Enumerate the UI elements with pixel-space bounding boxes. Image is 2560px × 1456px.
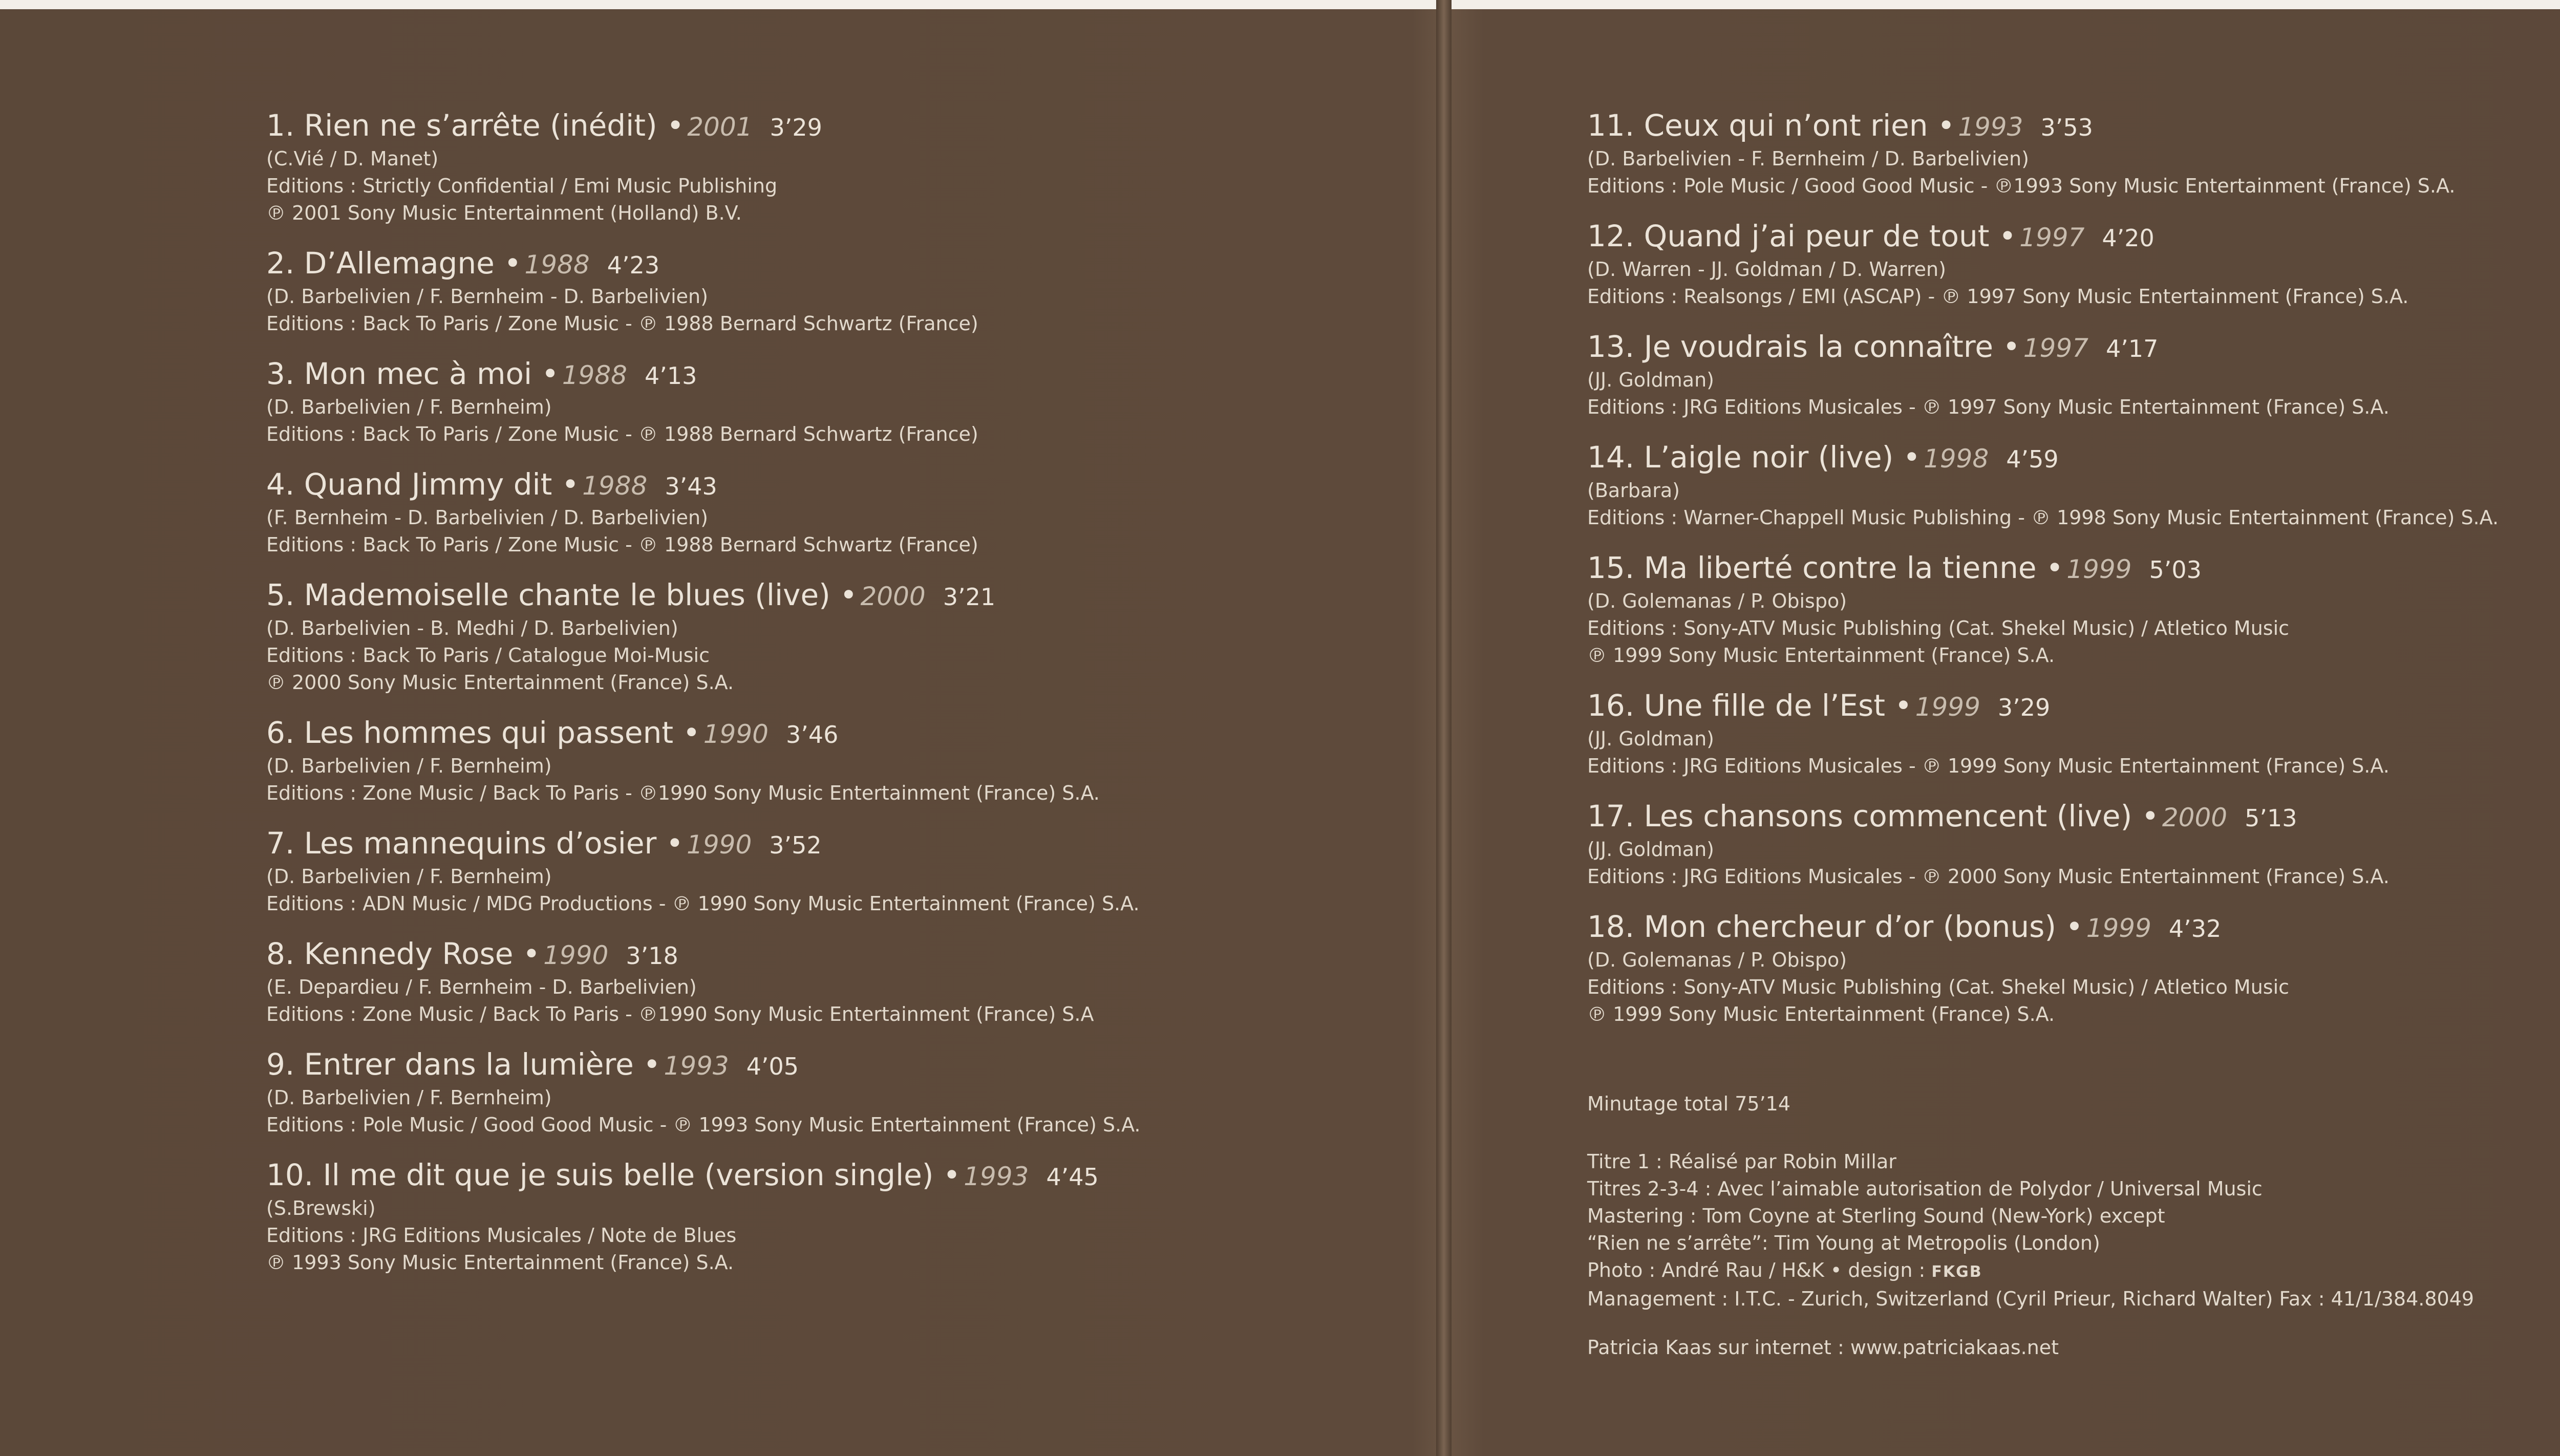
track-credit-line: (D. Barbelivien / F. Bernheim) — [266, 755, 552, 777]
bullet-separator: • — [633, 1047, 661, 1082]
photo-design-line — [1587, 1257, 2474, 1286]
bullet-separator: • — [657, 108, 685, 143]
track-duration: 3’29 — [770, 114, 822, 141]
track-entry — [1587, 218, 2499, 310]
track-title-line — [1587, 439, 2499, 477]
track-duration: 4’05 — [746, 1053, 799, 1080]
track-year: 1988 — [582, 471, 648, 501]
track-title-line — [1587, 329, 2499, 367]
track-year: 2000 — [2162, 803, 2228, 832]
website-line: Patricia Kaas sur internet : www.patriciakaas.net — [1587, 1336, 2059, 1359]
track-title: 1. Rien ne s’arrête (inédit) — [266, 108, 657, 143]
track-title: 7. Les mannequins d’osier — [266, 826, 657, 861]
track-title-line — [266, 108, 1140, 145]
track-credit-line: ℗ 1999 Sony Music Entertainment (France) S.A. — [1587, 644, 2055, 667]
track-title: 6. Les hommes qui passent — [266, 715, 674, 750]
track-credit-line: (JJ. Goldman) — [1587, 838, 1714, 861]
track-duration: 5’13 — [2245, 804, 2297, 832]
track-entry — [266, 936, 1140, 1028]
track-title-line — [266, 1046, 1140, 1084]
track-credit-line: Editions : Sony-ATV Music Publishing (Cat. Shekel Music) / Atletico Music — [1587, 617, 2290, 639]
track-credit-line: (D. Golemanas / P. Obispo) — [1587, 949, 1847, 971]
track-credit-line: Editions : Back To Paris / Catalogue Moi-Music — [266, 644, 710, 667]
track-credit-line: (C.Vié / D. Manet) — [266, 147, 439, 170]
track-title-line — [266, 577, 1140, 615]
track-entry — [1587, 329, 2499, 421]
track-credit-line: (D. Barbelivien - F. Bernheim / D. Barbelivien) — [1587, 147, 2029, 170]
track-year: 1997 — [2019, 223, 2085, 252]
track-title-line — [1587, 218, 2499, 256]
track-title-line — [1587, 108, 2499, 145]
track-year: 1999 — [2086, 913, 2151, 943]
production-line: “Rien ne s’arrête”: Tim Young at Metropolis (London) — [1587, 1232, 2100, 1254]
track-credit-line: ℗ 2000 Sony Music Entertainment (France) S.A. — [266, 671, 734, 694]
track-title: 14. L’aigle noir (live) — [1587, 440, 1894, 475]
track-duration: 4’23 — [607, 251, 660, 279]
track-list-left — [266, 108, 1140, 1295]
track-year: 1988 — [524, 250, 590, 280]
track-title: 13. Je voudrais la connaître — [1587, 329, 1994, 364]
track-credit-line: (D. Barbelivien / F. Bernheim) — [266, 865, 552, 888]
photo-credit: Photo : André Rau / H&K • design : — [1587, 1259, 1932, 1281]
booklet-fold — [1436, 0, 1452, 1456]
track-title: 16. Une fille de l’Est — [1587, 688, 1885, 723]
bullet-separator: • — [830, 577, 858, 612]
bullet-separator: • — [552, 467, 580, 502]
credits-info — [1587, 1090, 2474, 1361]
track-title: 11. Ceux qui n’ont rien — [1587, 108, 1928, 143]
track-list-right — [1587, 108, 2499, 1046]
track-entry — [266, 825, 1140, 917]
track-credit-line: ℗ 1999 Sony Music Entertainment (France) S.A. — [1587, 1003, 2055, 1025]
track-title-line — [266, 715, 1140, 753]
track-credit-line: Editions : JRG Editions Musicales - ℗ 1999 Sony Music Entertainment (France) S.A. — [1587, 755, 2390, 777]
production-line: Mastering : Tom Coyne at Sterling Sound (New-York) except — [1587, 1205, 2165, 1227]
bullet-separator: • — [656, 826, 684, 861]
bullet-separator: • — [1885, 688, 1912, 723]
track-credit-line: Editions : JRG Editions Musicales - ℗ 2000 Sony Music Entertainment (France) S.A. — [1587, 865, 2390, 888]
track-credit-line: Editions : Zone Music / Back To Paris - ℗1990 Sony Music Entertainment (France) S.A — [266, 1003, 1094, 1025]
track-year: 2000 — [860, 582, 926, 611]
track-credit-line: Editions : Zone Music / Back To Paris - ℗1990 Sony Music Entertainment (France) S.A. — [266, 782, 1100, 804]
track-credit-line: ℗ 1993 Sony Music Entertainment (France) S.A. — [266, 1251, 734, 1274]
track-title-line — [266, 1157, 1140, 1195]
track-year: 1998 — [1923, 444, 1989, 474]
track-title-line — [266, 825, 1140, 863]
track-duration: 4’32 — [2168, 915, 2222, 943]
track-credit-line: Editions : JRG Editions Musicales - ℗ 1997 Sony Music Entertainment (France) S.A. — [1587, 396, 2390, 418]
track-credit-line: (D. Barbelivien - B. Medhi / D. Barbelivien) — [266, 617, 678, 639]
track-title: 12. Quand j’ai peur de tout — [1587, 219, 1990, 253]
track-entry — [266, 108, 1140, 227]
track-entry — [1587, 909, 2499, 1028]
track-title-line — [1587, 909, 2499, 947]
track-entry — [266, 1157, 1140, 1276]
total-duration: Minutage total 75’14 — [1587, 1093, 1791, 1115]
track-title: 17. Les chansons commencent (live) — [1587, 799, 2132, 833]
track-year: 1993 — [664, 1051, 729, 1081]
track-duration: 3’46 — [786, 721, 839, 748]
track-entry — [266, 1046, 1140, 1139]
track-duration: 3’52 — [769, 831, 822, 859]
track-credit-line: (D. Barbelivien / F. Bernheim) — [266, 396, 552, 418]
bullet-separator: • — [513, 936, 541, 971]
bullet-separator: • — [1928, 108, 1955, 143]
track-year: 1999 — [2066, 554, 2132, 584]
bullet-separator: • — [532, 356, 559, 391]
track-year: 1988 — [562, 360, 627, 390]
track-duration: 4’20 — [2102, 224, 2154, 252]
track-title: 5. Mademoiselle chante le blues (live) — [266, 577, 830, 612]
track-year: 1990 — [543, 940, 609, 970]
track-credit-line: Editions : Realsongs / EMI (ASCAP) - ℗ 1997 Sony Music Entertainment (France) S.A. — [1587, 285, 2409, 308]
bullet-separator: • — [2036, 550, 2064, 585]
track-title: 3. Mon mec à moi — [266, 356, 532, 391]
track-duration: 4’13 — [645, 362, 697, 390]
track-credit-line: (Barbara) — [1587, 479, 1680, 502]
bullet-separator: • — [2132, 799, 2159, 833]
track-duration: 3’18 — [626, 942, 678, 970]
production-line: Titre 1 : Réalisé par Robin Millar — [1587, 1150, 1896, 1173]
track-entry — [266, 577, 1140, 696]
track-credit-line: (S.Brewski) — [266, 1197, 376, 1219]
track-entry — [266, 356, 1140, 448]
track-title: 4. Quand Jimmy dit — [266, 467, 552, 502]
bullet-separator: • — [2056, 909, 2083, 944]
track-credit-line: Editions : Pole Music / Good Good Music - ℗ 1993 Sony Music Entertainment (France) S.A. — [266, 1114, 1141, 1136]
track-entry — [1587, 439, 2499, 531]
track-duration: 4’17 — [2106, 335, 2159, 362]
track-credit-line: Editions : Pole Music / Good Good Music - ℗1993 Sony Music Entertainment (France) S.A. — [1587, 175, 2456, 197]
track-title-line — [266, 936, 1140, 974]
track-title-line — [266, 356, 1140, 394]
track-title: 8. Kennedy Rose — [266, 936, 514, 971]
bullet-separator: • — [933, 1158, 961, 1192]
management-line: Management : I.T.C. - Zurich, Switzerland (Cyril Prieur, Richard Walter) Fax : 41/1/384.8049 — [1587, 1288, 2474, 1310]
bullet-separator: • — [673, 715, 700, 750]
track-duration: 3’43 — [665, 473, 717, 500]
track-credit-line: Editions : Sony-ATV Music Publishing (Cat. Shekel Music) / Atletico Music — [1587, 976, 2290, 998]
track-title: 15. Ma liberté contre la tienne — [1587, 550, 2037, 585]
right-page — [1452, 0, 2560, 1456]
track-credit-line: Editions : Strictly Confidential / Emi Music Publishing — [266, 175, 778, 197]
track-year: 1997 — [2023, 333, 2088, 363]
track-credit-line: (JJ. Goldman) — [1587, 727, 1714, 750]
track-year: 1993 — [964, 1162, 1029, 1191]
track-title: 2. D’Allemagne — [266, 246, 495, 281]
track-credit-line: (D. Barbelivien / F. Bernheim - D. Barbelivien) — [266, 285, 708, 308]
track-entry — [1587, 550, 2499, 669]
track-title-line — [266, 466, 1140, 504]
bullet-separator: • — [1989, 219, 2017, 253]
track-entry — [1587, 798, 2499, 890]
track-year: 1999 — [1915, 692, 1980, 722]
bullet-separator: • — [1893, 440, 1921, 475]
design-logo: FKGB — [1931, 1263, 1982, 1281]
track-duration: 5’03 — [2149, 556, 2202, 584]
track-credit-line: Editions : JRG Editions Musicales / Note de Blues — [266, 1224, 737, 1247]
track-credit-line: (D. Golemanas / P. Obispo) — [1587, 590, 1847, 612]
bullet-separator: • — [1993, 329, 2020, 364]
track-title-line — [1587, 688, 2499, 725]
track-duration: 3’53 — [2040, 114, 2093, 141]
track-credit-line: Editions : Back To Paris / Zone Music - ℗ 1988 Bernard Schwartz (France) — [266, 533, 978, 556]
track-duration: 3’29 — [1997, 694, 2051, 721]
track-year: 1990 — [703, 719, 769, 749]
track-credit-line: (D. Barbelivien / F. Bernheim) — [266, 1086, 552, 1109]
track-title: 9. Entrer dans la lumière — [266, 1047, 634, 1082]
track-credit-line: Editions : Back To Paris / Zone Music - ℗ 1988 Bernard Schwartz (France) — [266, 312, 978, 335]
track-credit-line: Editions : Back To Paris / Zone Music - ℗ 1988 Bernard Schwartz (France) — [266, 423, 978, 445]
production-line: Titres 2-3-4 : Avec l’aimable autorisation de Polydor / Universal Music — [1587, 1177, 2263, 1200]
track-title: 10. Il me dit que je suis belle (version single) — [266, 1158, 934, 1192]
track-duration: 4’59 — [2006, 445, 2059, 473]
bullet-separator: • — [494, 246, 522, 281]
track-credit-line: (F. Bernheim - D. Barbelivien / D. Barbelivien) — [266, 506, 708, 529]
track-credit-line: ℗ 2001 Sony Music Entertainment (Holland) B.V. — [266, 202, 742, 224]
track-title-line — [266, 245, 1140, 283]
track-title-line — [1587, 798, 2499, 836]
track-duration: 3’21 — [943, 583, 996, 611]
track-credit-line: Editions : Warner-Chappell Music Publishing - ℗ 1998 Sony Music Entertainment (France) S.A. — [1587, 506, 2499, 529]
track-credit-line: (JJ. Goldman) — [1587, 369, 1714, 391]
track-year: 1990 — [687, 830, 752, 860]
track-entry — [266, 715, 1140, 807]
track-year: 1993 — [1958, 112, 2023, 142]
track-entry — [1587, 108, 2499, 200]
track-year: 2001 — [687, 112, 753, 142]
track-entry — [266, 245, 1140, 337]
track-title: 18. Mon chercheur d’or (bonus) — [1587, 909, 2056, 944]
track-duration: 4’45 — [1046, 1163, 1099, 1191]
track-credit-line: (E. Depardieu / F. Bernheim - D. Barbelivien) — [266, 976, 697, 998]
track-entry — [1587, 688, 2499, 780]
track-credit-line: (D. Warren - JJ. Goldman / D. Warren) — [1587, 258, 1946, 281]
track-entry — [266, 466, 1140, 559]
track-credit-line: Editions : ADN Music / MDG Productions - ℗ 1990 Sony Music Entertainment (France) S.A. — [266, 892, 1140, 915]
track-title-line — [1587, 550, 2499, 588]
